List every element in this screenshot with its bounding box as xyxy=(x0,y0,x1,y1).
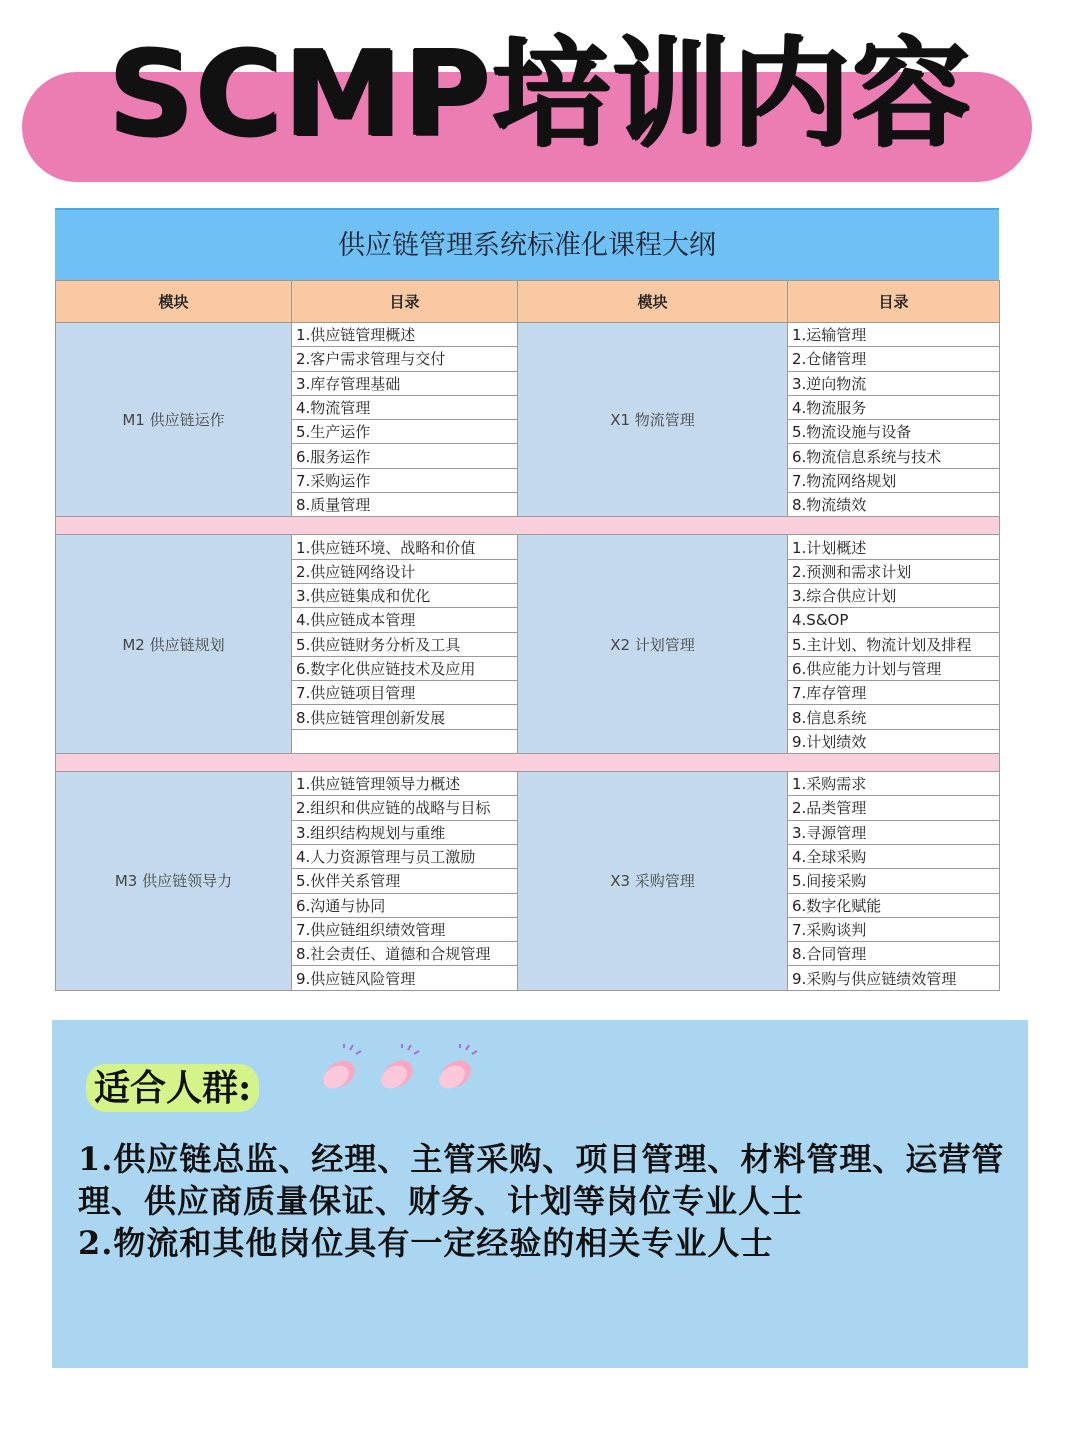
audience-card xyxy=(52,1020,1028,1368)
outline-grid xyxy=(55,280,1000,991)
contents-item: 8.质量管理 xyxy=(292,493,518,517)
contents-item: 7.物流网络规划 xyxy=(788,468,1000,492)
contents-item: 7.库存管理 xyxy=(788,681,1000,705)
contents-item: 9.采购与供应链绩效管理 xyxy=(788,966,1000,990)
module-cell: X3 采购管理 xyxy=(518,772,788,991)
header-contents-left: 目录 xyxy=(292,281,518,323)
contents-item: 3.组织结构规划与重维 xyxy=(292,820,518,844)
contents-item: 5.主计划、物流计划及排程 xyxy=(788,632,1000,656)
contents-item: 1.供应链管理领导力概述 xyxy=(292,772,518,796)
contents-item: 1.供应链环境、战略和价值 xyxy=(292,535,518,559)
module-cell: M2 供应链规划 xyxy=(56,535,292,754)
contents-item: 9.计划绩效 xyxy=(788,729,1000,753)
contents-item: 9.供应链风险管理 xyxy=(292,966,518,990)
separator-cell xyxy=(56,517,1000,535)
contents-item: 2.组织和供应链的战略与目标 xyxy=(292,796,518,820)
header-contents-right: 目录 xyxy=(788,281,1000,323)
contents-item: 5.间接采购 xyxy=(788,869,1000,893)
contents-item: 7.采购运作 xyxy=(292,468,518,492)
contents-item: 4.物流服务 xyxy=(788,395,1000,419)
contents-item: 7.供应链项目管理 xyxy=(292,681,518,705)
table-row xyxy=(56,535,1000,559)
contents-item: 3.逆向物流 xyxy=(788,371,1000,395)
audience-text xyxy=(78,1138,1008,1264)
audience-line-2: 2.物流和其他岗位具有一定经验的相关专业人士 xyxy=(78,1224,774,1262)
header-row xyxy=(56,281,1000,323)
module-cell: M3 供应链领导力 xyxy=(56,772,292,991)
module-cell: X2 计划管理 xyxy=(518,535,788,754)
contents-item: 5.生产运作 xyxy=(292,420,518,444)
contents-item: 5.供应链财务分析及工具 xyxy=(292,632,518,656)
table-row xyxy=(56,323,1000,347)
title-banner xyxy=(0,0,1080,200)
clap-icon xyxy=(314,1044,364,1096)
contents-item: 4.全球采购 xyxy=(788,844,1000,868)
contents-item xyxy=(292,729,518,753)
contents-item: 8.物流绩效 xyxy=(788,493,1000,517)
contents-item: 2.客户需求管理与交付 xyxy=(292,347,518,371)
contents-item: 3.寻源管理 xyxy=(788,820,1000,844)
contents-item: 2.预测和需求计划 xyxy=(788,559,1000,583)
contents-item: 6.物流信息系统与技术 xyxy=(788,444,1000,468)
header-module-left: 模块 xyxy=(56,281,292,323)
contents-item: 4.物流管理 xyxy=(292,395,518,419)
contents-item: 4.人力资源管理与员工激励 xyxy=(292,844,518,868)
contents-item: 1.供应链管理概述 xyxy=(292,323,518,347)
contents-item: 5.伙伴关系管理 xyxy=(292,869,518,893)
module-cell: M1 供应链运作 xyxy=(56,323,292,517)
clap-icon xyxy=(430,1044,480,1096)
header-module-right: 模块 xyxy=(518,281,788,323)
contents-item: 4.供应链成本管理 xyxy=(292,608,518,632)
audience-label: 适合人群: xyxy=(86,1064,259,1112)
contents-item: 4.S&OP xyxy=(788,608,1000,632)
contents-item: 8.信息系统 xyxy=(788,705,1000,729)
contents-item: 2.仓储管理 xyxy=(788,347,1000,371)
contents-item: 6.沟通与协同 xyxy=(292,893,518,917)
contents-item: 1.运输管理 xyxy=(788,323,1000,347)
contents-item: 6.数字化供应链技术及应用 xyxy=(292,656,518,680)
table-title: 供应链管理系统标准化课程大纲 xyxy=(55,208,999,280)
contents-item: 6.供应能力计划与管理 xyxy=(788,656,1000,680)
contents-item: 6.数字化赋能 xyxy=(788,893,1000,917)
contents-item: 6.服务运作 xyxy=(292,444,518,468)
contents-item: 7.采购谈判 xyxy=(788,917,1000,941)
contents-item: 1.采购需求 xyxy=(788,772,1000,796)
contents-item: 8.供应链管理创新发展 xyxy=(292,705,518,729)
contents-item: 8.社会责任、道德和合规管理 xyxy=(292,942,518,966)
contents-item: 3.综合供应计划 xyxy=(788,583,1000,607)
contents-item: 2.品类管理 xyxy=(788,796,1000,820)
group-separator xyxy=(56,517,1000,535)
page-title: SCMP培训内容 xyxy=(108,24,972,162)
separator-cell xyxy=(56,754,1000,772)
contents-item: 1.计划概述 xyxy=(788,535,1000,559)
table-row xyxy=(56,772,1000,796)
clap-icon xyxy=(372,1044,422,1096)
clap-icons xyxy=(314,1044,480,1096)
contents-item: 2.供应链网络设计 xyxy=(292,559,518,583)
course-outline-table xyxy=(55,208,999,991)
group-separator xyxy=(56,754,1000,772)
contents-item: 8.合同管理 xyxy=(788,942,1000,966)
contents-item: 3.供应链集成和优化 xyxy=(292,583,518,607)
contents-item: 7.供应链组织绩效管理 xyxy=(292,917,518,941)
contents-item: 5.物流设施与设备 xyxy=(788,420,1000,444)
contents-item: 3.库存管理基础 xyxy=(292,371,518,395)
module-cell: X1 物流管理 xyxy=(518,323,788,517)
audience-line-1: 1.供应链总监、经理、主管采购、项目管理、材料管理、运营管理、供应商质量保证、财务、计划等岗位专业人士 xyxy=(78,1140,1005,1220)
